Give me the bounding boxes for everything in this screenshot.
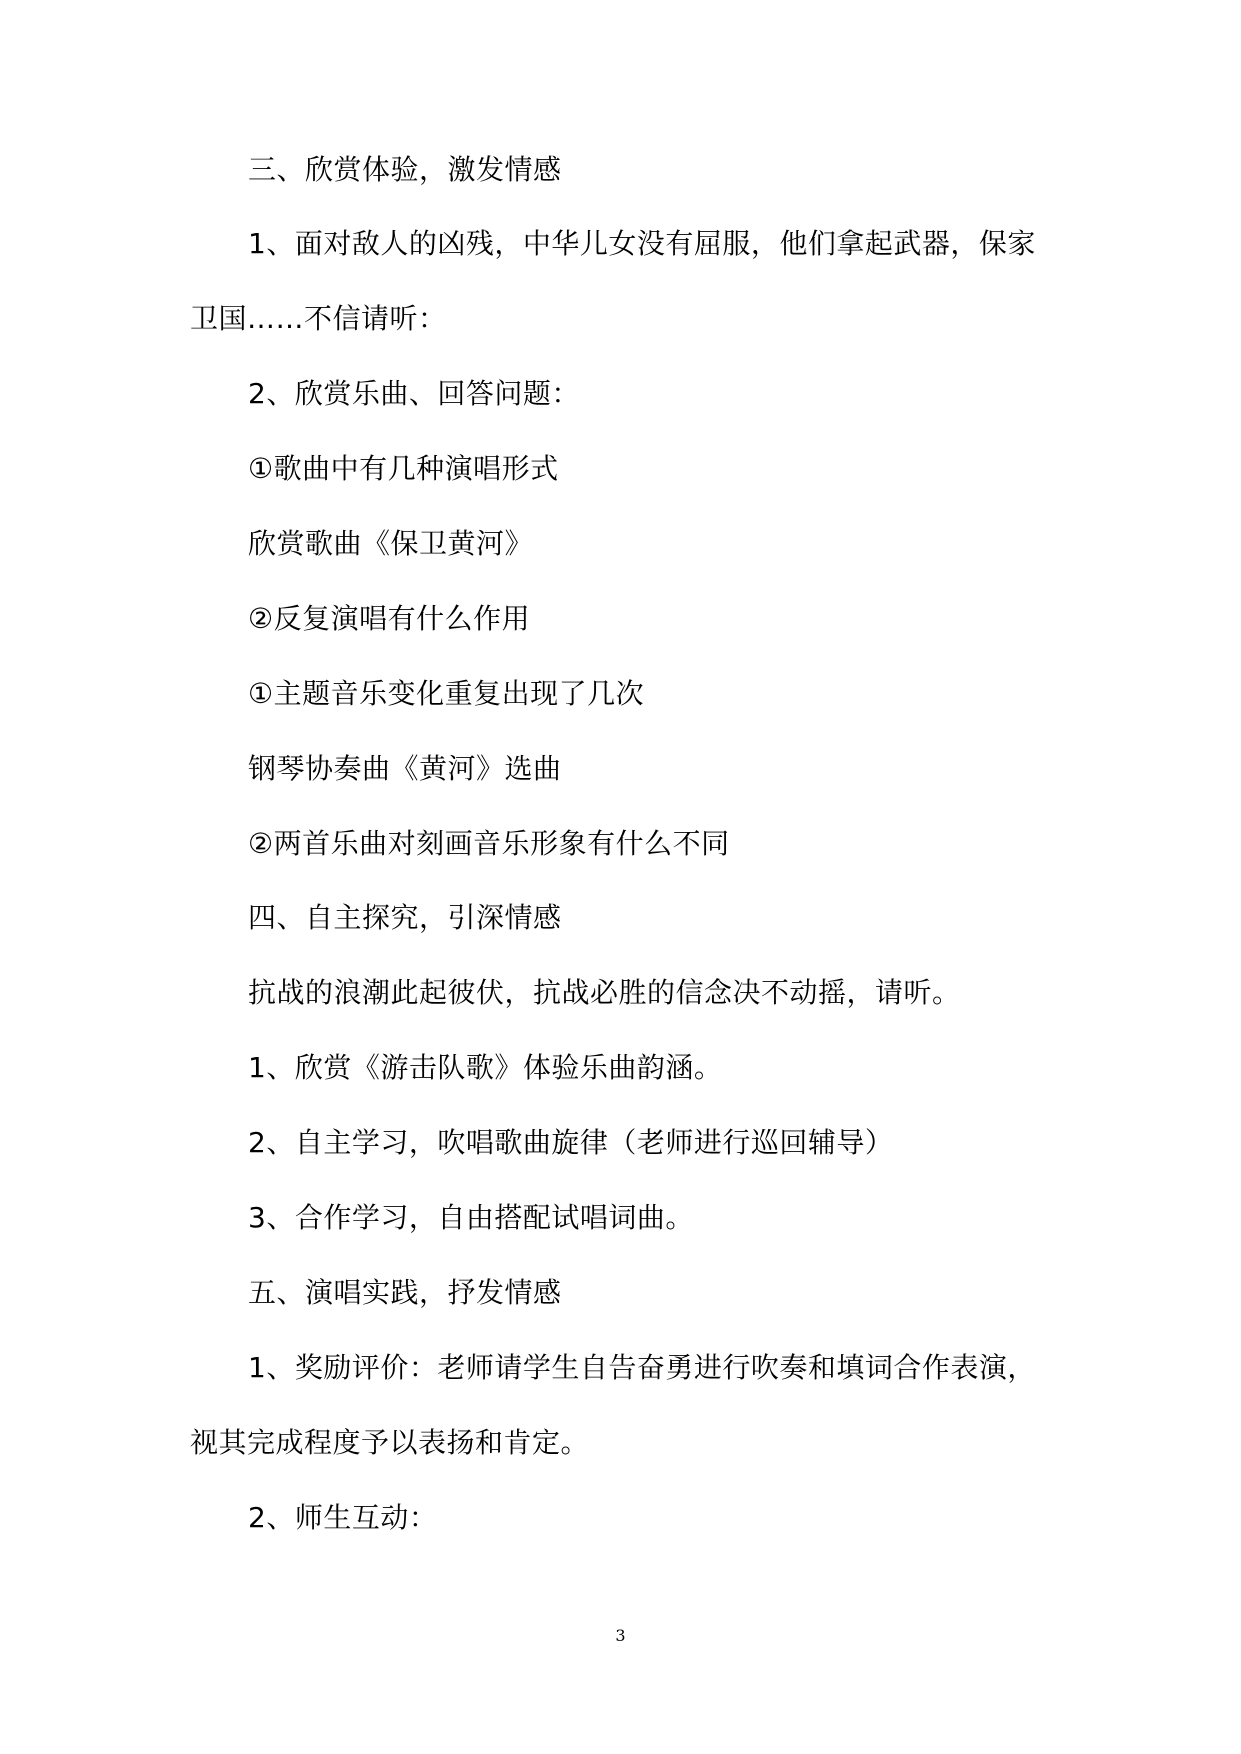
paragraph-line: 1、面对敌人的凶残，中华儿女没有屈服，他们拿起武器，保家 bbox=[248, 227, 1036, 260]
paragraph-line: 1、欣赏《游击队歌》体验乐曲韵涵。 bbox=[248, 1051, 723, 1084]
paragraph-line: ②两首乐曲对刻画音乐形象有什么不同 bbox=[248, 827, 730, 860]
section-heading-four: 四、自主探究，引深情感 bbox=[248, 901, 562, 934]
paragraph-line: 3、合作学习，自由搭配试唱词曲。 bbox=[248, 1201, 694, 1234]
paragraph-line: ②反复演唱有什么作用 bbox=[248, 602, 531, 635]
paragraph-line: 卫国……不信请听： bbox=[190, 302, 447, 335]
page-number: 3 bbox=[615, 1626, 626, 1645]
paragraph-line: 视其完成程度予以表扬和肯定。 bbox=[190, 1426, 590, 1459]
paragraph-line: ①歌曲中有几种演唱形式 bbox=[248, 452, 559, 485]
section-heading-three: 三、欣赏体验，激发情感 bbox=[248, 153, 562, 186]
paragraph-line: 2、自主学习，吹唱歌曲旋律（老师进行巡回辅导） bbox=[248, 1126, 894, 1159]
paragraph-line: 1、奖励评价：老师请学生自告奋勇进行吹奏和填词合作表演， bbox=[248, 1351, 1036, 1384]
section-heading-five: 五、演唱实践，抒发情感 bbox=[248, 1276, 562, 1309]
paragraph-line: 2、师生互动： bbox=[248, 1501, 438, 1534]
paragraph-line: 欣赏歌曲《保卫黄河》 bbox=[248, 527, 534, 560]
paragraph-line: 抗战的浪潮此起彼伏，抗战必胜的信念决不动摇，请听。 bbox=[248, 976, 961, 1009]
paragraph-line: 2、欣赏乐曲、回答问题： bbox=[248, 377, 580, 410]
paragraph-line: 钢琴协奏曲《黄河》选曲 bbox=[248, 752, 562, 785]
paragraph-line: ①主题音乐变化重复出现了几次 bbox=[248, 677, 645, 710]
